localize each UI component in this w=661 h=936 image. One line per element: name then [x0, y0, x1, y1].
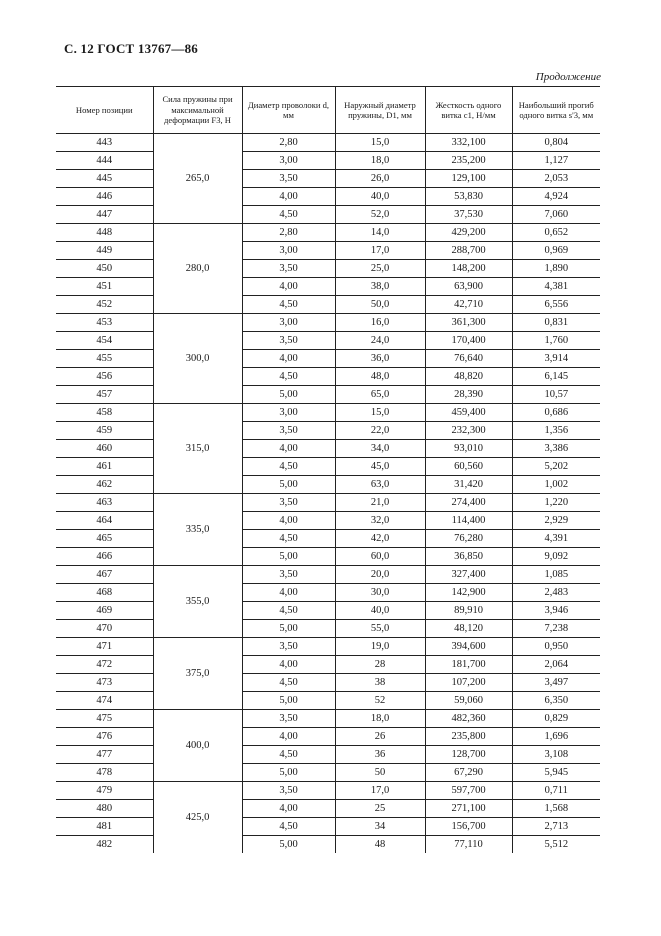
coil-stiffness-cell: 60,560 — [425, 458, 512, 476]
coil-stiffness-cell: 156,700 — [425, 818, 512, 836]
table-row — [56, 530, 600, 548]
wire-diameter-cell: 2,80 — [242, 134, 335, 152]
wire-diameter-cell: 4,50 — [242, 530, 335, 548]
coil-stiffness-cell: 459,400 — [425, 404, 512, 422]
outer-diameter-cell: 65,0 — [335, 386, 425, 404]
outer-diameter-cell: 14,0 — [335, 224, 425, 242]
position-number-cell: 473 — [56, 674, 153, 692]
max-coil-deflection-cell: 5,202 — [512, 458, 600, 476]
max-coil-deflection-cell: 2,929 — [512, 512, 600, 530]
wire-diameter-cell: 4,50 — [242, 746, 335, 764]
wire-diameter-cell: 3,50 — [242, 170, 335, 188]
table-row — [56, 296, 600, 314]
wire-diameter-cell: 2,80 — [242, 224, 335, 242]
table-row — [56, 278, 600, 296]
position-number-cell: 471 — [56, 638, 153, 656]
table-row — [56, 422, 600, 440]
table-row — [56, 404, 600, 422]
wire-diameter-cell: 4,50 — [242, 674, 335, 692]
wire-diameter-cell: 5,00 — [242, 476, 335, 494]
wire-diameter-cell: 3,50 — [242, 332, 335, 350]
wire-diameter-cell: 3,00 — [242, 242, 335, 260]
coil-stiffness-cell: 37,530 — [425, 206, 512, 224]
position-number-cell: 460 — [56, 440, 153, 458]
table-body — [56, 134, 600, 854]
position-number-cell: 467 — [56, 566, 153, 584]
wire-diameter-cell: 4,50 — [242, 206, 335, 224]
coil-stiffness-cell: 482,360 — [425, 710, 512, 728]
coil-stiffness-cell: 327,400 — [425, 566, 512, 584]
spring-force-cell: 265,0 — [153, 134, 242, 224]
max-coil-deflection-cell: 3,497 — [512, 674, 600, 692]
position-number-cell: 478 — [56, 764, 153, 782]
max-coil-deflection-cell: 4,924 — [512, 188, 600, 206]
max-coil-deflection-cell: 10,57 — [512, 386, 600, 404]
outer-diameter-cell: 52 — [335, 692, 425, 710]
spring-force-cell: 425,0 — [153, 782, 242, 854]
outer-diameter-cell: 18,0 — [335, 152, 425, 170]
position-number-cell: 476 — [56, 728, 153, 746]
wire-diameter-cell: 3,00 — [242, 314, 335, 332]
position-number-cell: 453 — [56, 314, 153, 332]
position-number-cell: 480 — [56, 800, 153, 818]
max-coil-deflection-cell: 2,713 — [512, 818, 600, 836]
table-row — [56, 476, 600, 494]
position-number-cell: 479 — [56, 782, 153, 800]
max-coil-deflection-cell: 9,092 — [512, 548, 600, 566]
table-row — [56, 188, 600, 206]
wire-diameter-cell: 5,00 — [242, 548, 335, 566]
outer-diameter-cell: 48,0 — [335, 368, 425, 386]
wire-diameter-cell: 3,50 — [242, 782, 335, 800]
position-number-cell: 482 — [96, 839, 113, 850]
table-row — [56, 242, 600, 260]
position-number-cell: 474 — [56, 692, 153, 710]
outer-diameter-cell: 22,0 — [335, 422, 425, 440]
table-row — [56, 602, 600, 620]
max-coil-deflection-cell: 6,556 — [512, 296, 600, 314]
header-outer-diameter: Наружный диаметр пружины, D1, мм — [335, 87, 425, 134]
outer-diameter-cell: 24,0 — [335, 332, 425, 350]
wire-diameter-cell: 4,50 — [242, 818, 335, 836]
outer-diameter-cell: 36 — [335, 746, 425, 764]
wire-diameter-cell: 3,50 — [242, 638, 335, 656]
coil-stiffness-cell: 59,060 — [425, 692, 512, 710]
position-number-cell: 463 — [56, 494, 153, 512]
coil-stiffness-cell: 107,200 — [425, 674, 512, 692]
table-row — [56, 674, 600, 692]
table-row — [56, 566, 600, 584]
position-number-cell: 466 — [56, 548, 153, 566]
table-row — [56, 818, 600, 836]
outer-diameter-cell: 32,0 — [335, 512, 425, 530]
max-coil-deflection-cell: 1,220 — [512, 494, 600, 512]
table-row — [56, 764, 600, 782]
spring-force-cell: 400,0 — [153, 710, 242, 782]
table-row — [56, 746, 600, 764]
outer-diameter-cell: 15,0 — [335, 404, 425, 422]
coil-stiffness-cell: 170,400 — [425, 332, 512, 350]
outer-diameter-cell: 60,0 — [335, 548, 425, 566]
outer-diameter-cell: 34,0 — [335, 440, 425, 458]
coil-stiffness-cell: 42,710 — [425, 296, 512, 314]
table-row — [56, 836, 600, 854]
max-coil-deflection-cell: 0,804 — [512, 134, 600, 152]
wire-diameter-cell: 3,00 — [242, 152, 335, 170]
max-coil-deflection-cell: 7,060 — [512, 206, 600, 224]
wire-diameter-cell: 4,00 — [242, 656, 335, 674]
spring-parameters-table — [56, 86, 600, 853]
table-row — [56, 386, 600, 404]
position-number-cell: 469 — [56, 602, 153, 620]
outer-diameter-cell: 30,0 — [335, 584, 425, 602]
wire-diameter-cell: 4,00 — [242, 800, 335, 818]
position-number-cell: 445 — [56, 170, 153, 188]
wire-diameter-cell: 3,50 — [242, 710, 335, 728]
spring-force-cell: 355,0 — [153, 566, 242, 638]
max-coil-deflection-cell: 0,652 — [512, 224, 600, 242]
table-row — [56, 314, 600, 332]
outer-diameter-cell: 18,0 — [335, 710, 425, 728]
max-coil-deflection-cell: 1,002 — [512, 476, 600, 494]
position-number-cell: 450 — [56, 260, 153, 278]
coil-stiffness-cell: 129,100 — [425, 170, 512, 188]
position-number-cell: 481 — [56, 818, 153, 836]
wire-diameter-cell: 5,00 — [242, 692, 335, 710]
max-coil-deflection-cell: 6,350 — [512, 692, 600, 710]
table-row — [56, 206, 600, 224]
max-coil-deflection-cell: 5,945 — [512, 764, 600, 782]
wire-diameter-cell: 4,00 — [242, 440, 335, 458]
max-coil-deflection-cell: 5,512 — [512, 836, 600, 854]
max-coil-deflection-cell: 1,356 — [512, 422, 600, 440]
wire-diameter-cell: 3,50 — [242, 494, 335, 512]
outer-diameter-cell: 26,0 — [335, 170, 425, 188]
max-coil-deflection-cell: 2,483 — [512, 584, 600, 602]
coil-stiffness-cell: 76,280 — [425, 530, 512, 548]
page-title: С. 12 ГОСТ 13767—86 — [64, 41, 198, 56]
coil-stiffness-cell: 142,900 — [425, 584, 512, 602]
table-row — [56, 152, 600, 170]
header-spring-force: Сила пружины при максимальной деформации F3, Н — [153, 87, 242, 134]
table-row — [56, 512, 600, 530]
header-position-number: Номер позиции — [56, 87, 153, 134]
max-coil-deflection-cell: 3,946 — [512, 602, 600, 620]
table-row — [56, 620, 600, 638]
position-number-cell: 443 — [56, 134, 153, 152]
position-number-cell: 444 — [56, 152, 153, 170]
outer-diameter-cell: 20,0 — [335, 566, 425, 584]
wire-diameter-cell: 5,00 — [242, 620, 335, 638]
table-row — [56, 782, 600, 800]
outer-diameter-cell: 36,0 — [335, 350, 425, 368]
position-number-cell: 464 — [56, 512, 153, 530]
max-coil-deflection-cell: 6,145 — [512, 368, 600, 386]
wire-diameter-cell: 3,50 — [242, 566, 335, 584]
coil-stiffness-cell: 89,910 — [425, 602, 512, 620]
max-coil-deflection-cell: 3,108 — [512, 746, 600, 764]
table-row — [56, 350, 600, 368]
coil-stiffness-cell: 361,300 — [425, 314, 512, 332]
table-header-row — [56, 87, 600, 134]
table-row — [56, 584, 600, 602]
table-row — [56, 638, 600, 656]
outer-diameter-cell: 26 — [335, 728, 425, 746]
table-row — [56, 548, 600, 566]
table-row — [56, 224, 600, 242]
wire-diameter-cell: 4,50 — [242, 296, 335, 314]
wire-diameter-cell: 4,00 — [242, 584, 335, 602]
coil-stiffness-cell: 235,800 — [425, 728, 512, 746]
outer-diameter-cell: 17,0 — [335, 242, 425, 260]
position-number-cell: 457 — [56, 386, 153, 404]
position-number-cell: 454 — [56, 332, 153, 350]
table-row — [56, 134, 600, 152]
wire-diameter-cell: 3,00 — [242, 404, 335, 422]
table-row — [56, 728, 600, 746]
outer-diameter-cell: 25 — [335, 800, 425, 818]
position-number-cell: 468 — [56, 584, 153, 602]
table-row — [56, 800, 600, 818]
coil-stiffness-cell: 235,200 — [425, 152, 512, 170]
spring-force-cell: 335,0 — [153, 494, 242, 566]
position-number-cell: 452 — [56, 296, 153, 314]
wire-diameter-cell: 5,00 — [242, 764, 335, 782]
outer-diameter-cell: 52,0 — [335, 206, 425, 224]
wire-diameter-cell: 4,00 — [242, 728, 335, 746]
outer-diameter-cell: 50 — [335, 764, 425, 782]
coil-stiffness-cell: 28,390 — [425, 386, 512, 404]
position-number-cell: 449 — [56, 242, 153, 260]
table-row — [56, 494, 600, 512]
coil-stiffness-cell: 36,850 — [425, 548, 512, 566]
spring-force-cell: 375,0 — [153, 638, 242, 710]
outer-diameter-cell: 40,0 — [335, 188, 425, 206]
outer-diameter-cell: 38 — [335, 674, 425, 692]
coil-stiffness-cell: 93,010 — [425, 440, 512, 458]
wire-diameter-cell: 3,50 — [242, 260, 335, 278]
coil-stiffness-cell: 181,700 — [425, 656, 512, 674]
max-coil-deflection-cell: 1,696 — [512, 728, 600, 746]
outer-diameter-cell: 38,0 — [335, 278, 425, 296]
coil-stiffness-cell: 274,400 — [425, 494, 512, 512]
outer-diameter-cell: 55,0 — [335, 620, 425, 638]
max-coil-deflection-cell: 3,914 — [512, 350, 600, 368]
header-coil-stiffness: Жесткость одного витка c1, Н/мм — [425, 87, 512, 134]
max-coil-deflection-cell: 4,381 — [512, 278, 600, 296]
table-row — [56, 656, 600, 674]
position-number-cell: 477 — [56, 746, 153, 764]
max-coil-deflection-cell: 0,829 — [512, 710, 600, 728]
wire-diameter-cell: 5,00 — [242, 386, 335, 404]
wire-diameter-cell: 4,50 — [242, 602, 335, 620]
header-wire-diameter: Диаметр проволоки d, мм — [242, 87, 335, 134]
max-coil-deflection-cell: 4,391 — [512, 530, 600, 548]
coil-stiffness-cell: 271,100 — [425, 800, 512, 818]
wire-diameter-cell: 4,00 — [242, 350, 335, 368]
spring-force-cell: 280,0 — [153, 224, 242, 314]
position-number-cell: 462 — [56, 476, 153, 494]
outer-diameter-cell: 40,0 — [335, 602, 425, 620]
table-row — [56, 332, 600, 350]
wire-diameter-cell: 4,50 — [242, 368, 335, 386]
table-row — [56, 458, 600, 476]
table-row — [56, 260, 600, 278]
outer-diameter-cell: 28 — [335, 656, 425, 674]
max-coil-deflection-cell: 1,760 — [512, 332, 600, 350]
coil-stiffness-cell: 53,830 — [425, 188, 512, 206]
coil-stiffness-cell: 128,700 — [425, 746, 512, 764]
max-coil-deflection-cell: 1,085 — [512, 566, 600, 584]
outer-diameter-cell: 25,0 — [335, 260, 425, 278]
table-row — [56, 710, 600, 728]
coil-stiffness-cell: 67,290 — [425, 764, 512, 782]
position-number-cell: 475 — [56, 710, 153, 728]
outer-diameter-cell: 42,0 — [335, 530, 425, 548]
coil-stiffness-cell: 597,700 — [425, 782, 512, 800]
position-number-cell: 458 — [56, 404, 153, 422]
outer-diameter-cell: 45,0 — [335, 458, 425, 476]
header-max-coil-deflection: Наибольший прогиб одного витка s'3, мм — [512, 87, 600, 134]
position-number-cell: 465 — [56, 530, 153, 548]
position-number-cell: 446 — [56, 188, 153, 206]
position-number-cell: 448 — [56, 224, 153, 242]
position-number-cell: 472 — [56, 656, 153, 674]
outer-diameter-cell: 63,0 — [335, 476, 425, 494]
position-number-cell: 470 — [56, 620, 153, 638]
spring-force-cell: 315,0 — [153, 404, 242, 494]
wire-diameter-cell: 4,00 — [242, 188, 335, 206]
max-coil-deflection-cell: 1,568 — [512, 800, 600, 818]
max-coil-deflection-cell: 0,686 — [512, 404, 600, 422]
wire-diameter-cell: 5,00 — [242, 836, 335, 854]
wire-diameter-cell: 4,00 — [242, 278, 335, 296]
coil-stiffness-cell: 31,420 — [425, 476, 512, 494]
coil-stiffness-cell: 77,110 — [425, 836, 512, 854]
coil-stiffness-cell: 76,640 — [425, 350, 512, 368]
outer-diameter-cell: 48 — [335, 836, 425, 854]
outer-diameter-cell: 50,0 — [335, 296, 425, 314]
max-coil-deflection-cell: 2,053 — [512, 170, 600, 188]
max-coil-deflection-cell: 7,238 — [512, 620, 600, 638]
table-row — [56, 692, 600, 710]
coil-stiffness-cell: 394,600 — [425, 638, 512, 656]
position-number-cell: 451 — [56, 278, 153, 296]
table-row — [56, 368, 600, 386]
max-coil-deflection-cell: 1,127 — [512, 152, 600, 170]
wire-diameter-cell: 4,00 — [242, 512, 335, 530]
max-coil-deflection-cell: 3,386 — [512, 440, 600, 458]
outer-diameter-cell: 16,0 — [335, 314, 425, 332]
max-coil-deflection-cell: 1,890 — [512, 260, 600, 278]
outer-diameter-cell: 17,0 — [335, 782, 425, 800]
coil-stiffness-cell: 148,200 — [425, 260, 512, 278]
position-number-cell: 455 — [56, 350, 153, 368]
position-number-cell: 447 — [56, 206, 153, 224]
wire-diameter-cell: 4,50 — [242, 458, 335, 476]
coil-stiffness-cell: 48,820 — [425, 368, 512, 386]
coil-stiffness-cell: 114,400 — [425, 512, 512, 530]
spring-force-cell: 300,0 — [153, 314, 242, 404]
max-coil-deflection-cell: 0,950 — [512, 638, 600, 656]
outer-diameter-cell: 21,0 — [335, 494, 425, 512]
wire-diameter-cell: 3,50 — [242, 422, 335, 440]
continuation-label: Продолжение — [535, 71, 601, 83]
table-row — [56, 170, 600, 188]
position-number-cell: 456 — [56, 368, 153, 386]
outer-diameter-cell: 19,0 — [335, 638, 425, 656]
max-coil-deflection-cell: 2,064 — [512, 656, 600, 674]
coil-stiffness-cell: 332,100 — [425, 134, 512, 152]
coil-stiffness-cell: 48,120 — [425, 620, 512, 638]
outer-diameter-cell: 15,0 — [335, 134, 425, 152]
coil-stiffness-cell: 63,900 — [425, 278, 512, 296]
coil-stiffness-cell: 429,200 — [425, 224, 512, 242]
max-coil-deflection-cell: 0,831 — [512, 314, 600, 332]
coil-stiffness-cell: 288,700 — [425, 242, 512, 260]
coil-stiffness-cell: 232,300 — [425, 422, 512, 440]
max-coil-deflection-cell: 0,711 — [512, 782, 600, 800]
position-number-cell: 461 — [56, 458, 153, 476]
outer-diameter-cell: 34 — [335, 818, 425, 836]
position-number-cell: 459 — [56, 422, 153, 440]
table-row — [56, 440, 600, 458]
max-coil-deflection-cell: 0,969 — [512, 242, 600, 260]
